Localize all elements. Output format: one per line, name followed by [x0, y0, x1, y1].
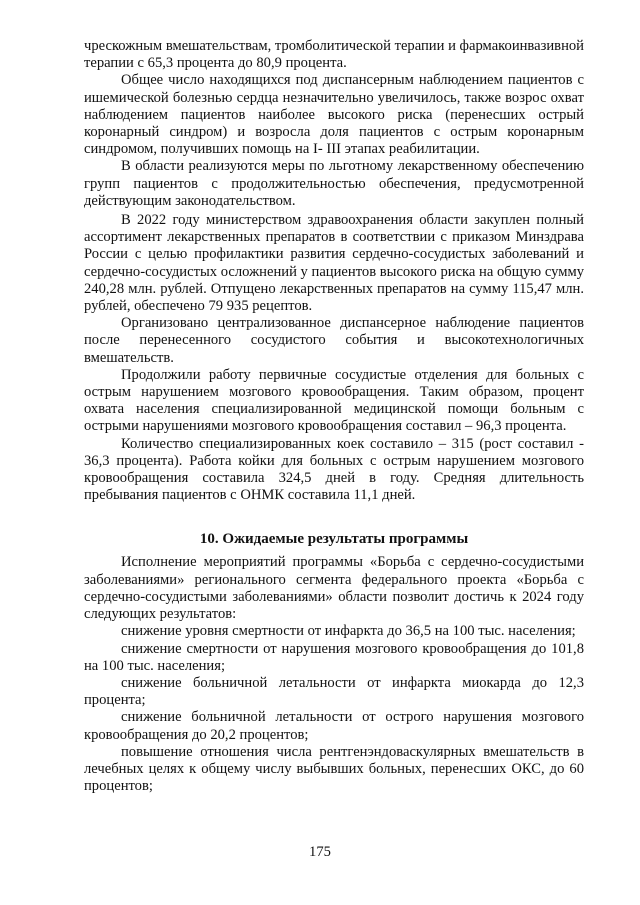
page-body	[84, 38, 584, 795]
paragraph-program-results: Исполнение мероприятий программы «Борьба с сердечно-сосудистыми заболеваниями» регионального сегмента федерального проекта «Борьба с сердечно-сосудистыми заболеваниями» области позволит достичь к 2024 году следующих результатов:	[84, 554, 584, 623]
result-item-infarction-mortality: снижение уровня смертности от инфаркта до 36,5 на 100 тыс. населения;	[121, 623, 576, 640]
section-heading: 10. Ожидаемые результаты программы	[199, 531, 469, 548]
result-item-stroke-hospital-lethality: снижение больничной летальности от острого нарушения мозгового кровообращения до 20,2 процентов;	[84, 709, 584, 743]
result-item-mi-hospital-lethality: снижение больничной летальности от инфаркта миокарда до 12,3 процента;	[84, 674, 584, 709]
result-item-endovascular-ratio: повышение отношения числа рентгенэндоваскулярных вмешательств в лечебных целях к общему числу выбывших больных, перенесших ОКС, до 60 процентов;	[84, 743, 584, 795]
paragraph-dispensary-observation: Общее число находящихся под диспансерным наблюдением пациентов с ишемической болезнью сердца незначительно увеличилось, также возрос охват наблюдением пациентов наиболее высокого риска (перенесших острый коронарный синдром) и возросла доля пациентов с острым коронарным синдромом, получивших помощь на I- III этапах реабилитации.	[84, 72, 584, 158]
paragraph-vascular-departments: Продолжили работу первичные сосудистые отделения для больных с острым нарушением мозгового кровообращения. Таким образом, процент охвата населения специализированной медицинской помощи больным с острыми нарушениями мозгового кровообращения составил – 96,3 процента.	[84, 366, 584, 435]
paragraph-beds-count: Количество специализированных коек составило – 315 (рост составил - 36,3 процента). Работа койки для больных с острым нарушением мозгового кровообращения составила 324,5 дней в году. Средняя длительность пребывания пациентов с ОНМК составила 11,1 дней.	[84, 435, 584, 504]
paragraph-drug-procurement: В 2022 году министерством здравоохранения области закуплен полный ассортимент лекарственных препаратов в соответствии с приказом Минздрава России с целью профилактики развития сердечно-сосудистых заболеваний и сердечно-сосудистых осложнений у пациентов высокого риска на общую сумму 240,28 млн. рублей. Отпущено лекарственных препаратов на сумму 115,47 млн. рублей, обеспечено 79 935 рецептов.	[84, 212, 584, 315]
paragraph-centralized-observation: Организовано централизованное диспансерное наблюдение пациентов после перенесенного сосудистого события и высокотехнологичных вмешательств.	[84, 315, 584, 366]
result-item-stroke-mortality: снижение смертности от нарушения мозгового кровообращения до 101,8 на 100 тыс. населения;	[84, 640, 584, 674]
paragraph-therapy-share: чрескожным вмешательствам, тромболитической терапии и фармакоинвазивной терапии с 65,3 процента до 80,9 процента.	[84, 38, 584, 72]
paragraph-preferential-drugs: В области реализуются меры по льготному лекарственному обеспечению групп пациентов с продолжительностью обеспечения, предусмотренной действующим законодательством.	[84, 158, 584, 209]
page-number: 175	[309, 844, 331, 860]
